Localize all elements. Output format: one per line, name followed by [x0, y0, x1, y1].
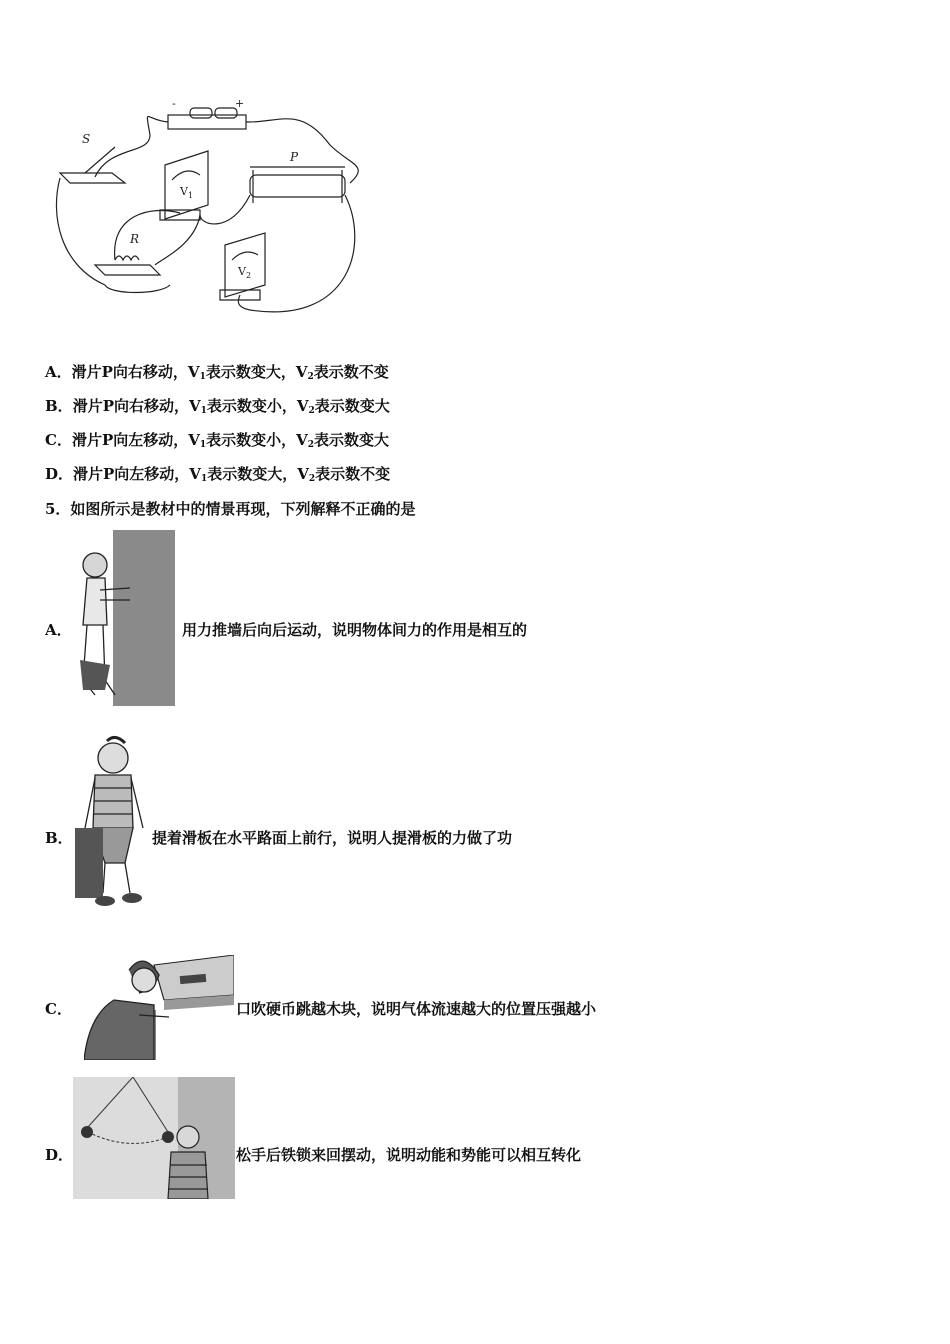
q5-option-c-text: 口吹硬币跳越木块，说明气体流速越大的位置压强越小: [236, 1000, 597, 1018]
slider-label: P: [290, 150, 299, 164]
v1-label: $V_1$: [180, 185, 194, 200]
skateboard-illustration: [75, 733, 150, 910]
minus-label: -: [172, 97, 176, 110]
q5-option-d-letter: D．: [45, 1146, 74, 1164]
q5-option-a-text: 用力推墙后向后运动，说明物体间力的作用是相互的: [182, 621, 528, 639]
q5-option-a-letter: A．: [45, 621, 72, 639]
q5-option-d-text: 松手后铁锁来回摆动，说明动能和势能可以相互转化: [236, 1146, 582, 1164]
q4-option-c: C．滑片P向左移动，$V_1$表示数变小，$V_2$表示数变大: [45, 431, 390, 450]
v2-label: $V_2$: [238, 265, 252, 280]
plus-label: +: [235, 97, 245, 110]
swinging-lock-illustration: [73, 1077, 235, 1199]
circuit-diagram: [50, 95, 370, 325]
q4-option-a: A．滑片P向右移动，$V_1$表示数变大，$V_2$表示数不变: [45, 363, 389, 382]
q5-option-b-letter: B．: [45, 829, 73, 847]
q5-option-c-letter: C．: [45, 1000, 72, 1018]
q4-option-d: D．滑片P向左移动，$V_1$表示数变大，$V_2$表示数不变: [45, 465, 391, 484]
blow-coin-illustration: [84, 955, 234, 1060]
switch-label: S: [82, 132, 91, 146]
resistor-label: R: [130, 232, 140, 246]
q5-stem: 5．如图所示是教材中的情景再现，下列解释不正确的是: [45, 500, 416, 518]
q5-option-b-text: 提着滑板在水平路面上前行，说明人提滑板的力做了功: [152, 829, 513, 847]
push-wall-illustration: [75, 530, 178, 706]
q4-option-b: B．滑片P向右移动，$V_1$表示数变小，$V_2$表示数变大: [45, 397, 390, 416]
